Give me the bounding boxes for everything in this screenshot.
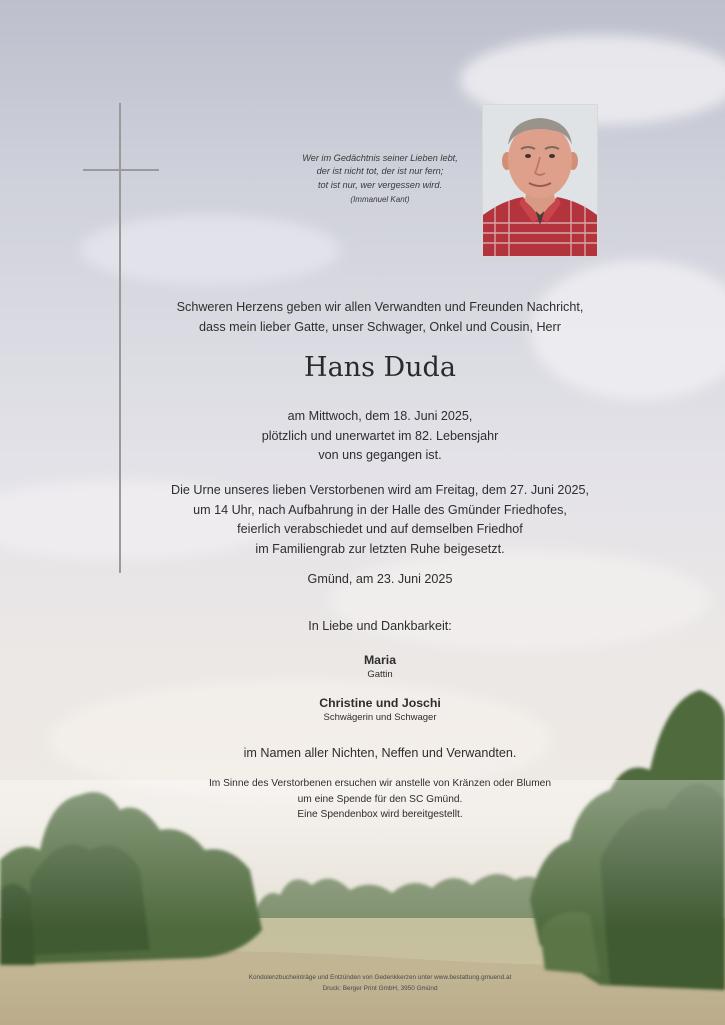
portrait-photo xyxy=(482,104,598,257)
memorial-quote xyxy=(270,152,490,207)
donation-line: Eine Spendenbox wird bereitgestellt. xyxy=(297,809,463,820)
closing-line: In Liebe und Dankbarkeit: xyxy=(308,619,452,633)
death-line: am Mittwoch, dem 18. Juni 2025, xyxy=(287,409,473,423)
quote-line: der ist nicht tot, der ist nur fern; xyxy=(316,166,444,177)
family-member xyxy=(112,696,648,723)
footer-line: Druck: Berger Print GmbH, 3950 Gmünd xyxy=(322,985,438,992)
intro-line: dass mein lieber Gatte, unser Schwager, Onkel und Cousin, Herr xyxy=(199,319,561,334)
footer xyxy=(112,972,648,994)
quote-source: (Immanuel Kant) xyxy=(350,195,410,205)
donation-note xyxy=(112,776,648,823)
intro-line: Schweren Herzens geben wir allen Verwandten und Freunden Nachricht, xyxy=(176,300,584,314)
family-name: Christine und Joschi xyxy=(319,696,441,710)
death-line: plötzlich und unerwartet im 82. Lebensjahr xyxy=(261,428,499,443)
funeral-info xyxy=(112,481,648,559)
quote-line: tot ist nur, wer vergessen wird. xyxy=(317,179,443,190)
family-name: Maria xyxy=(363,653,397,667)
on-behalf-line: im Namen aller Nichten, Neffen und Verwandten. xyxy=(243,746,517,760)
funeral-line: um 14 Uhr, nach Aufbahrung in der Halle des Gmünder Friedhofes, xyxy=(193,502,567,517)
death-line: von uns gegangen ist. xyxy=(318,448,442,462)
funeral-line: Die Urne unseres lieben Verstorbenen wird am Freitag, dem 27. Juni 2025, xyxy=(171,483,589,497)
donation-line: Im Sinne des Verstorbenen ersuchen wir anstelle von Kränzen oder Blumen xyxy=(208,778,552,789)
intro-text xyxy=(112,298,648,337)
family-relation: Gattin xyxy=(367,669,393,680)
death-notice xyxy=(112,407,648,466)
quote-line: Wer im Gedächtnis seiner Lieben lebt, xyxy=(302,153,458,163)
donation-line: um eine Spende für den SC Gmünd. xyxy=(297,793,463,805)
family-relation: Schwägerin und Schwager xyxy=(323,712,437,723)
portrait-image xyxy=(483,105,597,256)
place-date: Gmünd, am 23. Juni 2025 xyxy=(307,572,453,586)
funeral-line: feierlich verabschiedet und auf demselben Friedhof xyxy=(237,522,523,536)
cross-horizontal-bar xyxy=(83,169,159,171)
funeral-line: im Familiengrab zur letzten Ruhe beigesetzt. xyxy=(255,541,505,556)
family-member xyxy=(112,653,648,680)
footer-line: Kondolenzbucheinträge und Entzünden von Gedenkkerzen unter www.bestattung.gmuend.at xyxy=(248,974,512,981)
deceased-name: Hans Duda xyxy=(304,352,456,383)
